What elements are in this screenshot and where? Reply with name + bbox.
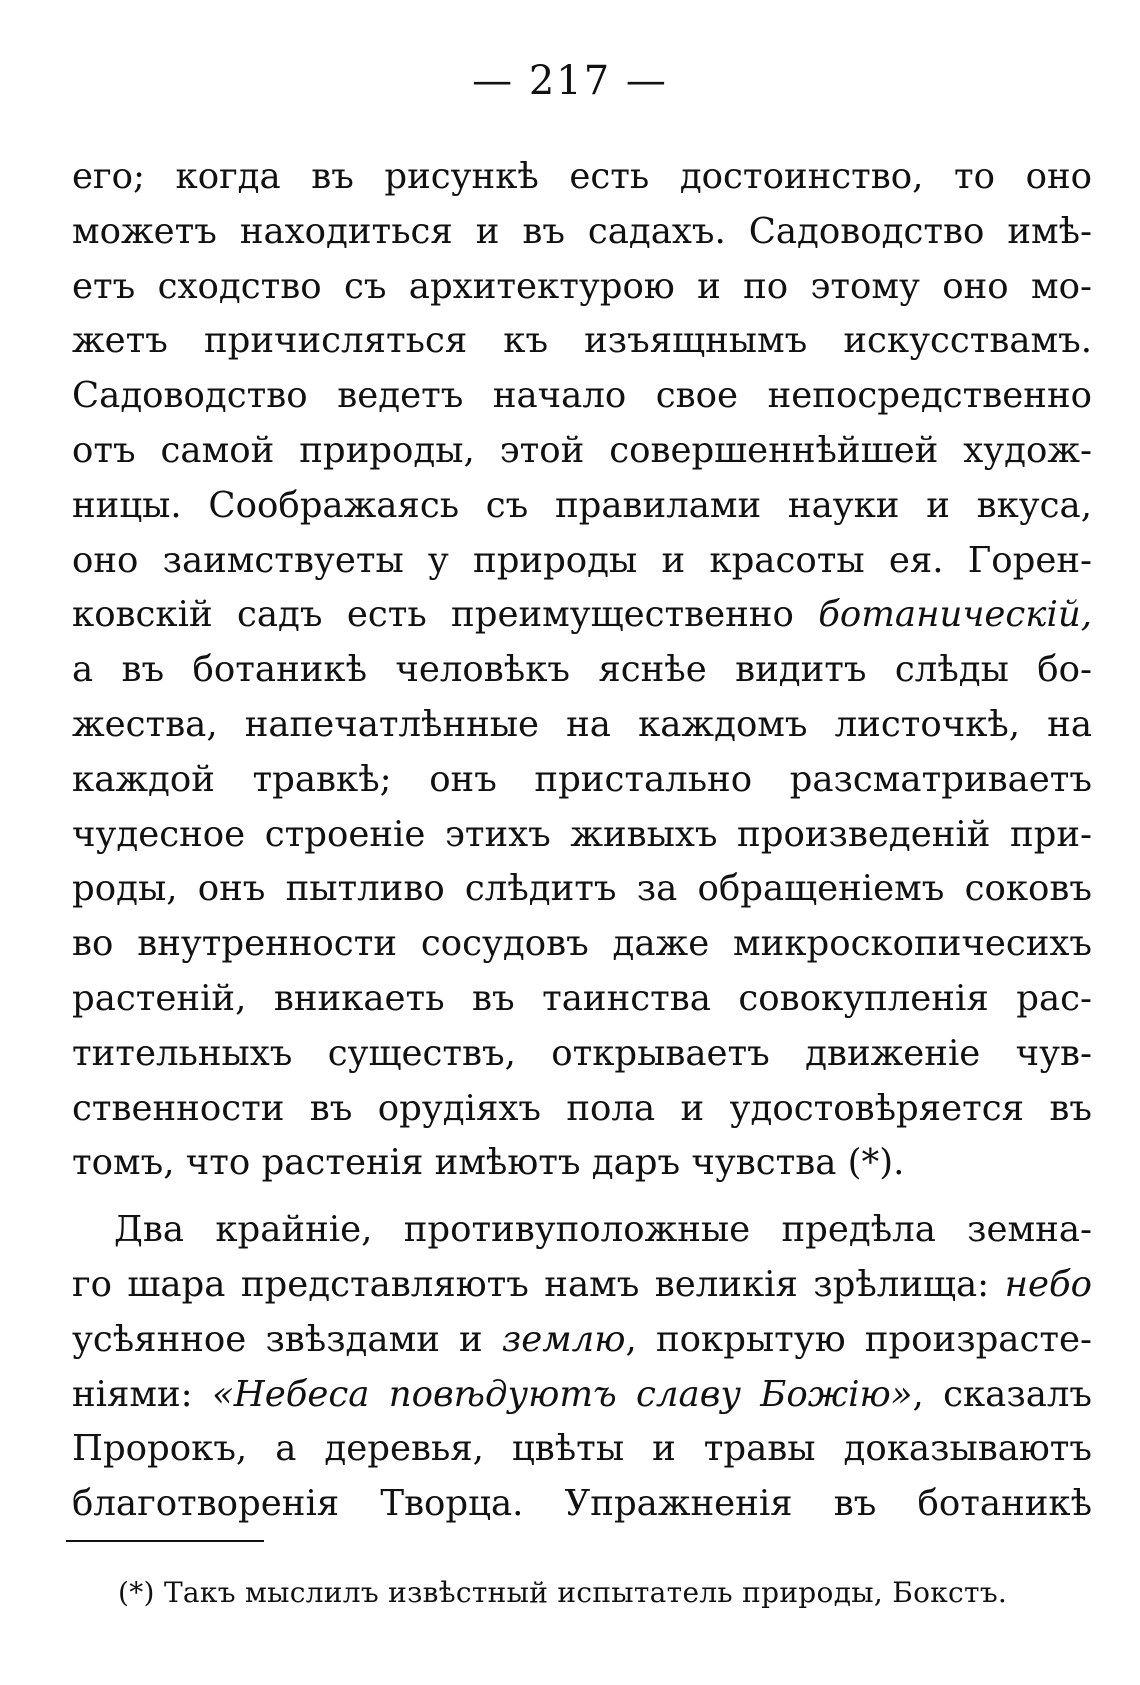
text-line: тительныхъ существъ, открываетъ движеніе чув- — [72, 1032, 1092, 1074]
text-line: ницы. Соображаясь съ правилами науки и вкуса, — [72, 484, 1092, 526]
text-line: Пророкъ, а деревья, цвѣты и травы доказываютъ — [72, 1428, 1092, 1470]
text-line: его; когда въ рисункѣ есть достоинство, то оно — [72, 156, 1092, 197]
text-line: можетъ находиться и въ садахъ. Садоводство имѣ- — [72, 210, 1092, 252]
text-line: жества, напечатлѣнные на каждомъ листочкѣ, на — [72, 703, 1092, 745]
text-line: етъ сходство съ архитектурою и по этому оно мо- — [72, 265, 1092, 307]
text-line: каждой травкѣ; онъ пристально разсматриваетъ — [72, 758, 1092, 800]
footnote-rule — [66, 1540, 264, 1542]
text-line: усѣянное звѣздами и землю, покрытую произрасте- — [72, 1318, 1092, 1360]
text-line: ковскій садъ есть преимущественно ботаническій, — [72, 594, 1092, 636]
text-line: го шара представляютъ намъ великія зрѣлища: небо — [72, 1263, 1092, 1305]
text-line: во внутренности сосудовъ даже микроскопичесихъ — [72, 923, 1092, 965]
text-line: растеній, вникаеть въ таинства совокупленія рас- — [72, 977, 1092, 1019]
footnote: (*) Такъ мыслилъ извѣстный испытатель природы, Бокстъ. — [118, 1576, 1008, 1609]
text-line: Садоводство ведетъ начало свое непосредственно — [72, 375, 1092, 417]
text-line: роды, онъ пытливо слѣдитъ за обращеніемъ соковъ — [72, 868, 1092, 910]
text-line: ніями: «Небеса повѣдуютъ славу Божію», сказалъ — [72, 1373, 1092, 1415]
text-line: томъ, что растенія имѣютъ даръ чувства (*). — [72, 1142, 905, 1184]
text-line: отъ самой природы, этой совершеннѣйшей худож- — [72, 429, 1092, 471]
text-line: благотворенія Творца. Упражненія въ ботаникѣ — [72, 1483, 1092, 1525]
text-line: ственности въ орудіяхъ пола и удостовѣряется въ — [72, 1087, 1092, 1129]
page-number: — 217 — — [472, 58, 668, 104]
text-line: а въ ботаникѣ человѣкъ яснѣе видитъ слѣды бо- — [72, 649, 1092, 691]
paragraph-gap — [72, 1191, 1092, 1203]
text-line: жетъ причисляться къ изъящнымъ искусствамъ. — [72, 320, 1092, 362]
body-text — [72, 150, 1092, 1532]
text-line: оно заимствуеты у природы и красоты ея. Горен- — [72, 539, 1092, 581]
text-line: чудесное строеніе этихъ живыхъ произведеній при- — [72, 813, 1092, 855]
text-line: Два крайніе, противуположные предѣла земна- — [114, 1209, 1092, 1251]
